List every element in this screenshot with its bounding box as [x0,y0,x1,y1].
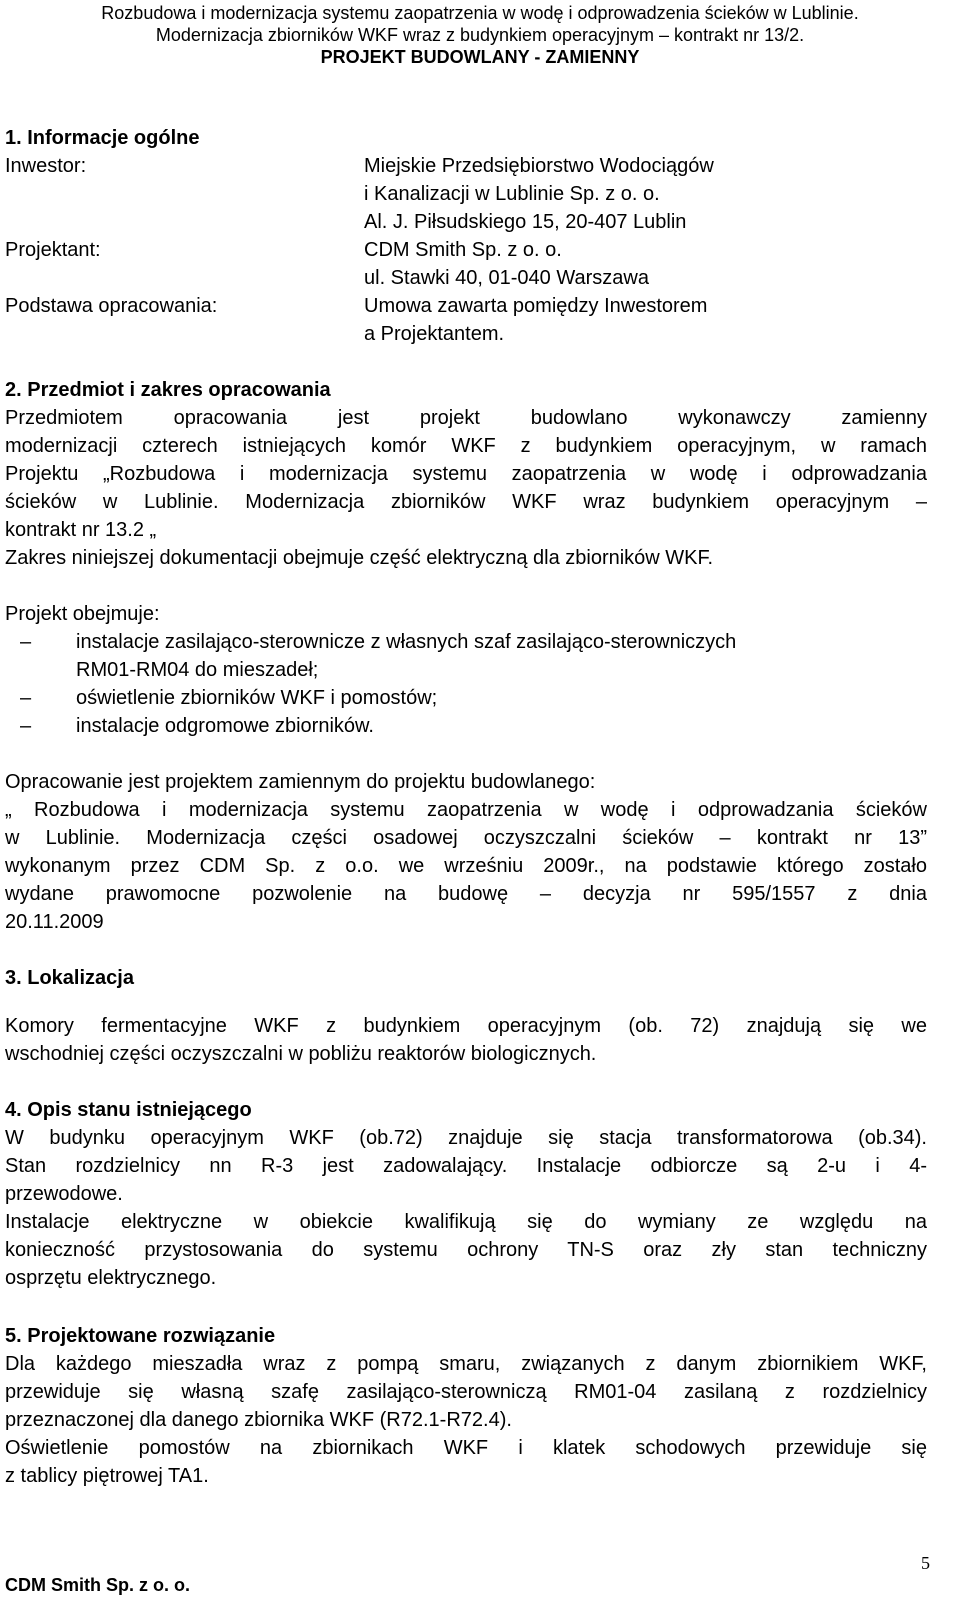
basis-line: Umowa zawarta pomiędzy Inwestorem [364,295,708,317]
paragraph-line: „ Rozbudowa i modernizacja systemu zaopatrzenia w wodę i odprowadzania ścieków [5,799,927,821]
paragraph-line: modernizacji czterech istniejących komór WKF z budynkiem operacyjnym, w ramach [5,435,927,457]
dash-bullet: – [20,687,32,709]
paragraph-line: Stan rozdzielnicy nn R-3 jest zadowalający. Instalacje odbiorcze są 2-u i 4- [5,1155,927,1177]
paragraph-line: 20.11.2009 [5,911,104,933]
includes-label: Projekt obejmuje: [5,603,160,625]
footer-company: CDM Smith Sp. z o. o. [5,1575,190,1595]
section-1-title: 1. Informacje ogólne [5,127,200,149]
bullet-item-continuation: RM01-RM04 do mieszadeł; [76,659,319,681]
basis-label: Podstawa opracowania: [5,295,218,317]
header-line-1: Rozbudowa i modernizacja systemu zaopatrzenia w wodę i odprowadzenia ścieków w Lublinie. [101,3,859,23]
paragraph-line: wykonanym przez CDM Sp. z o.o. we wrześniu 2009r., na podstawie którego zostało [5,855,927,877]
paragraph-line: z tablicy piętrowej TA1. [5,1465,209,1487]
header-line-2: Modernizacja zbiorników WKF wraz z budynkiem operacyjnym – kontrakt nr 13/2. [155,25,805,45]
bullet-item: instalacje zasilająco-sterownicze z własnych szaf zasilająco-sterowniczych [76,631,737,653]
paragraph-line: ścieków w Lublinie. Modernizacja zbiorników WKF wraz budynkiem operacyjnym – [5,491,927,513]
section-5-title: 5. Projektowane rozwiązanie [5,1325,276,1347]
paragraph-line: w Lublinie. Modernizacja części osadowej oczyszczalni ścieków – kontrakt nr 13” [5,827,927,849]
paragraph-line: przewiduje się własną szafę zasilająco-sterowniczą RM01-04 zasilaną z rozdzielnicy [5,1381,927,1403]
paragraph-line: przeznaczonej dla danego zbiornika WKF (R72.1-R72.4). [5,1409,512,1431]
page-number: 5 [921,1553,930,1573]
paragraph-line: Dla każdego mieszadła wraz z pompą smaru, związanych z danym zbiornikiem WKF, [5,1353,927,1375]
investor-line: i Kanalizacji w Lublinie Sp. z o. o. [364,183,660,205]
basis-line: a Projektantem. [364,323,505,345]
designer-label: Projektant: [5,239,101,261]
paragraph-line: Przedmiotem opracowania jest projekt budowlano wykonawczy zamienny [5,407,927,429]
bullet-item: instalacje odgromowe zbiorników. [76,715,374,737]
bullet-item: oświetlenie zbiorników WKF i pomostów; [76,687,438,709]
header-line-3: PROJEKT BUDOWLANY - ZAMIENNY [320,47,640,67]
paragraph-line: przewodowe. [5,1183,123,1205]
dash-bullet: – [20,715,32,737]
paragraph-line: W budynku operacyjnym WKF (ob.72) znajduje się stacja transformatorowa (ob.34). [5,1127,927,1149]
paragraph-line: Opracowanie jest projektem zamiennym do projektu budowlanego: [5,771,596,793]
designer-line: CDM Smith Sp. z o. o. [364,239,562,261]
paragraph-line: osprzętu elektrycznego. [5,1267,217,1289]
paragraph-line: wydane prawomocne pozwolenie na budowę – decyzja nr 595/1557 z dnia [5,883,927,905]
paragraph-line: konieczność przystosowania do systemu ochrony TN-S oraz zły stan techniczny [5,1239,927,1261]
paragraph-line: Projektu „Rozbudowa i modernizacja systemu zaopatrzenia w wodę i odprowadzania [5,463,927,485]
paragraph-line: Komory fermentacyjne WKF z budynkiem operacyjnym (ob. 72) znajdują się we [5,1015,927,1037]
designer-line: ul. Stawki 40, 01-040 Warszawa [364,267,649,289]
investor-line: Miejskie Przedsiębiorstwo Wodociągów [364,155,714,177]
investor-label: Inwestor: [5,155,87,177]
paragraph-line: Instalacje elektryczne w obiekcie kwalifikują się do wymiany ze względu na [5,1211,927,1233]
paragraph-line: Zakres niniejszej dokumentacji obejmuje część elektryczną dla zbiorników WKF. [5,547,714,569]
investor-line: Al. J. Piłsudskiego 15, 20-407 Lublin [364,211,687,233]
dash-bullet: – [20,631,32,653]
section-2-title: 2. Przedmiot i zakres opracowania [5,379,331,401]
paragraph-line: kontrakt nr 13.2 „ [5,519,157,541]
paragraph-line: Oświetlenie pomostów na zbiornikach WKF i klatek schodowych przewiduje się [5,1437,927,1459]
section-3-title: 3. Lokalizacja [5,967,134,989]
paragraph-line: wschodniej części oczyszczalni w pobliżu reaktorów biologicznych. [5,1043,597,1065]
section-4-title: 4. Opis stanu istniejącego [5,1099,252,1121]
